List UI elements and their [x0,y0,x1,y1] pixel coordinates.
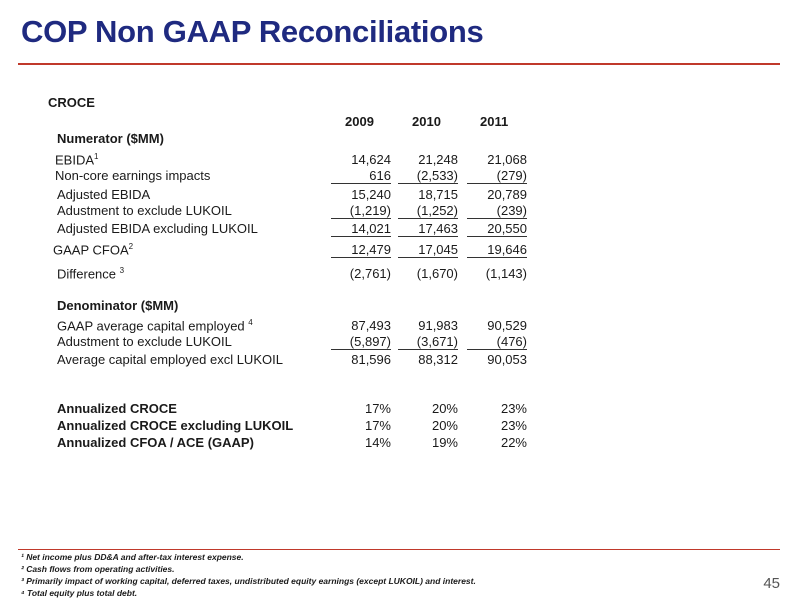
row-value-2010: 19% [431,435,458,450]
row-label: Average capital employed excl LUKOIL [57,352,283,367]
page-number: 45 [763,575,780,592]
row-value-2011: 23% [500,401,527,416]
row-value-2011: 19,646 [467,242,527,258]
row-label: Adjusted EBIDA excluding LUKOIL [57,221,258,236]
footnote-marker: 2 [128,242,134,251]
row-label: Adustment to exclude LUKOIL [57,334,232,349]
row-value-2010: 20% [431,418,458,433]
row-value-2009: 17% [364,401,391,416]
footnote-marker: 3 [119,266,125,275]
title-divider [18,63,780,65]
row-value-2011: 23% [500,418,527,433]
row-value-2011: 20,789 [487,187,527,202]
row-value-2011: 90,529 [487,318,527,333]
row-label: GAAP average capital employed $^4$ [57,318,253,334]
row-value-2009: 14,021 [331,221,391,237]
row-label: Non-core earnings impacts [55,168,211,183]
footnote-2: ² Cash flows from operating activities. [21,564,175,574]
year-header-2009: 2009 [345,114,374,129]
footnote-1: ¹ Net income plus DD&A and after-tax interest expense. [21,552,244,562]
year-header-2010: 2010 [412,114,441,129]
row-value-2011: 21,068 [487,152,527,167]
footnote-3: ³ Primarily impact of working capital, deferred taxes, undistributed equity earnings (except LUKOIL) and interest. [21,576,476,586]
row-value-2010: (1,670) [416,266,458,281]
footnote-4: ⁴ Total equity plus total debt. [21,588,138,598]
row-value-2009: (5,897) [331,334,391,350]
row-value-2011: (1,143) [485,266,527,281]
row-value-2010: (2,533) [398,168,458,184]
row-value-2011: (239) [467,203,527,219]
row-label: Annualized CROCE [57,401,177,416]
row-value-2010: 18,715 [418,187,458,202]
row-value-2010: 17,045 [398,242,458,258]
row-label: Annualized CROCE excluding LUKOIL [57,418,294,433]
row-label: EBIDA$^1$ [55,152,99,168]
row-value-2011: (476) [467,334,527,350]
footer-divider [18,549,780,550]
footnote-marker: 4 [248,318,253,327]
row-value-2010: 17,463 [398,221,458,237]
row-label: Adjusted EBIDA [57,187,151,202]
row-value-2010: 20% [431,401,458,416]
row-value-2011: 90,053 [487,352,527,367]
row-label: Numerator ($MM) [57,131,164,146]
page-title: COP Non GAAP Reconciliations [21,14,484,49]
row-value-2009: 616 [331,168,391,184]
row-label: Adustment to exclude LUKOIL [57,203,232,218]
row-label: Denominator ($MM) [57,298,179,313]
row-label: GAAP CFOA$^2$ [53,242,134,258]
section-label: CROCE [48,95,95,110]
row-value-2009: 12,479 [331,242,391,258]
footnote-marker: 1 [94,152,99,161]
row-value-2009: (1,219) [331,203,391,219]
row-value-2011: 22% [500,435,527,450]
row-value-2009: 15,240 [351,187,391,202]
row-value-2010: 91,983 [418,318,458,333]
row-value-2010: 88,312 [418,352,458,367]
row-value-2009: 17% [364,418,391,433]
row-label: Annualized CFOA / ACE (GAAP) [57,435,254,450]
row-label: Difference $^3$ [57,266,125,282]
row-value-2009: 14% [364,435,391,450]
row-value-2009: (2,761) [349,266,391,281]
row-value-2009: 87,493 [351,318,391,333]
row-value-2011: (279) [467,168,527,184]
row-value-2010: (1,252) [398,203,458,219]
year-header-2011: 2011 [480,114,509,129]
row-value-2011: 20,550 [467,221,527,237]
row-value-2010: 21,248 [418,152,458,167]
row-value-2010: (3,671) [398,334,458,350]
row-value-2009: 81,596 [351,352,391,367]
row-value-2009: 14,624 [351,152,391,167]
